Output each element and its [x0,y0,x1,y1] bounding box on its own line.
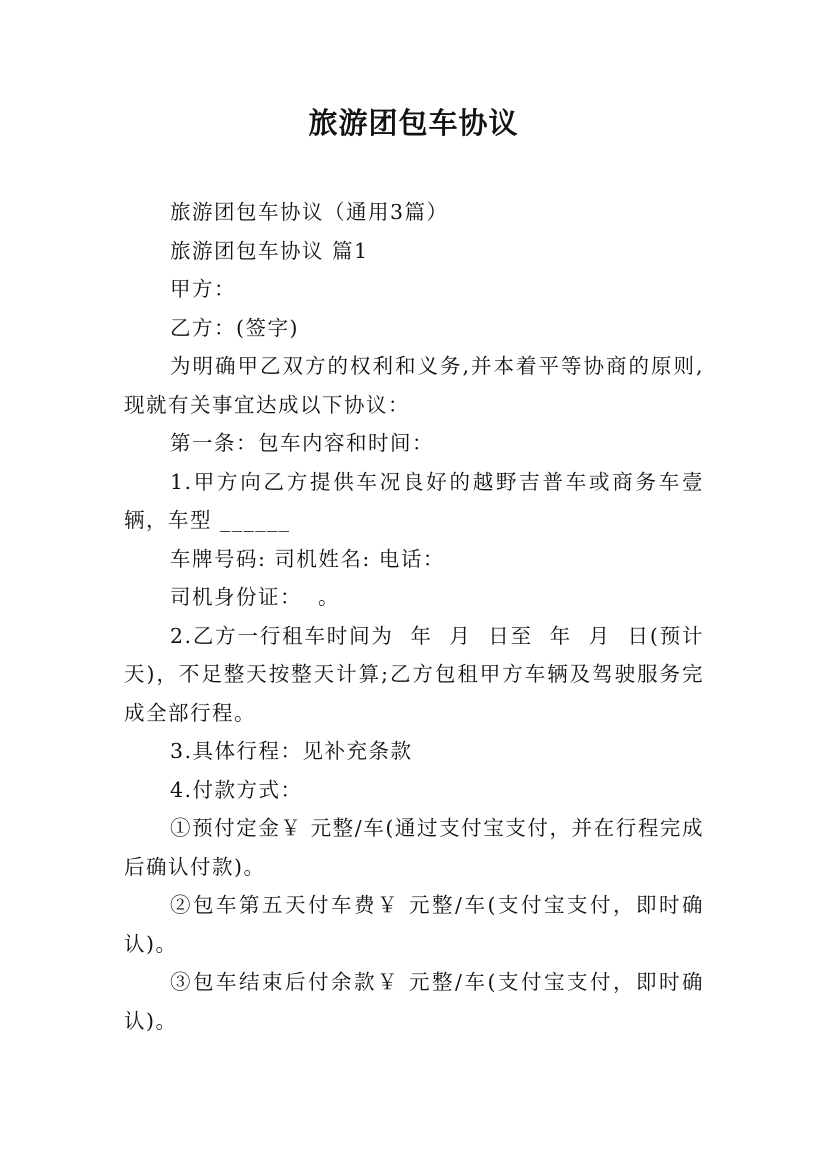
paragraph-preamble: 为明确甲乙双方的权利和义务,并本着平等协商的原则,现就有关事宜达成以下协议： [124,354,704,417]
paragraph-payment-3: ③包车结束后付余款￥ 元整/车(支付宝支付，即时确认)。 [124,970,704,1033]
paragraph-clause-4: 4.付款方式： [170,777,303,802]
paragraph-driver-id: 司机身份证： 。 [170,585,341,609]
paragraph-clause-3: 3.具体行程：见补充条款 [170,739,413,763]
document-body [124,193,704,1040]
paragraph-clause-1: 1.甲方向乙方提供车况良好的越野吉普车或商务车壹辆，车型 ______ [124,469,704,532]
paragraph-plate-driver: 车牌号码: 司机姓名: 电话： [170,546,445,571]
paragraph-payment-2: ②包车第五天付车费￥ 元整/车(支付宝支付，即时确认)。 [124,893,704,956]
document-title: 旅游团包车协议 [308,106,519,140]
paragraph-party-a: 甲方： [170,277,236,301]
paragraph-subtitle: 旅游团包车协议（通用3篇） [170,200,449,224]
paragraph-payment-1: ①预付定金￥ 元整/车(通过支付宝支付，并在行程完成后确认付款)。 [124,816,704,879]
paragraph-section-heading: 旅游团包车协议 篇1 [170,238,369,263]
paragraph-article-1: 第一条：包车内容和时间： [170,431,434,455]
paragraph-party-b: 乙方：(签字) [170,315,299,340]
paragraph-clause-2: 2.乙方一行租车时间为 年 月 日至 年 月 日(预计天)，不足整天按整天计算;乙方包租甲方车辆及驾驶服务完成全部行程。 [124,623,704,725]
